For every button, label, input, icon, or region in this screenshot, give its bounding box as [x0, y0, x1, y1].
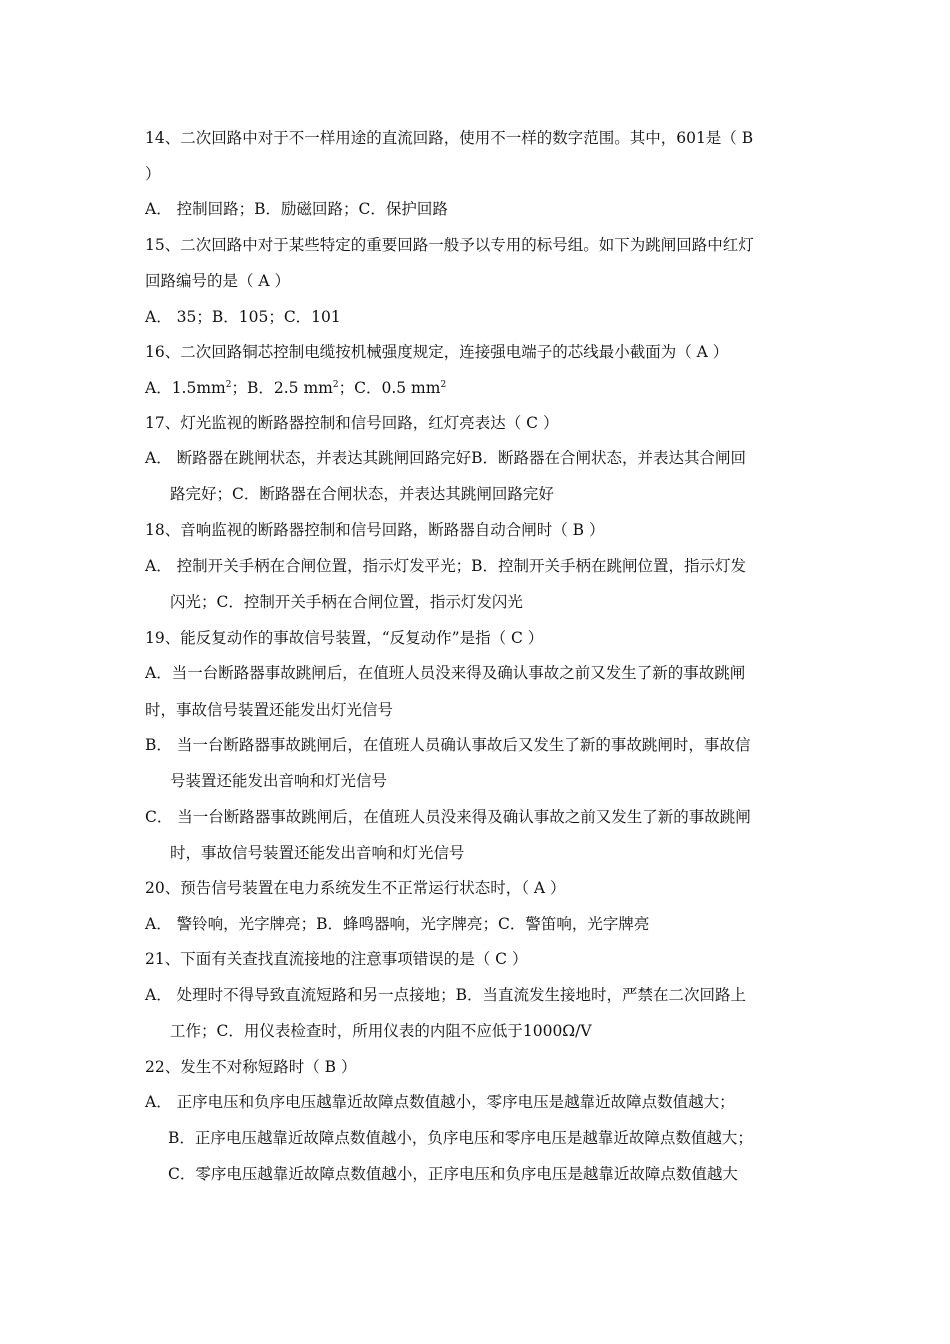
question-14-line-2: ） [145, 165, 161, 183]
q16-option-a-superscript: 2 [225, 380, 232, 390]
q16-option-a: A．1.5mm [145, 379, 226, 397]
question-16-line-1: 16、二次回路铜芯控制电缆按机械强度规定，连接强电端子的芯线最小截面为（ A ） [145, 343, 729, 361]
q16-option-b-superscript: 2 [332, 380, 339, 390]
q16-option-b: ；B．2.5 mm [231, 379, 333, 397]
question-15-options: A． 35；B．105；C．101 [145, 308, 341, 326]
question-20-options: A． 警铃响，光字牌亮；B．蜂鸣器响，光字牌亮；C．警笛响，光字牌亮 [145, 915, 650, 933]
question-17-options-line-2: 路完好；C．断路器在合闸状态，并表达其跳闸回路完好 [170, 485, 554, 503]
q16-option-c-superscript: 2 [440, 380, 447, 390]
question-19-option-a-line-2: 时，事故信号装置还能发出灯光信号 [145, 701, 394, 719]
question-19-option-b-line-2: 号装置还能发出音响和灯光信号 [170, 772, 388, 790]
question-18-line-1: 18、音响监视的断路器控制和信号回路，断路器自动合闸时（ B ） [145, 521, 605, 539]
question-21-line-1: 21、下面有关查找直流接地的注意事项错误的是（ C ） [145, 950, 528, 968]
question-19-option-a-line-1: A．当一台断路器事故跳闸后，在值班人员没来得及确认事故之前又发生了新的事故跳闸 [145, 664, 746, 682]
question-17-line-1: 17、灯光监视的断路器控制和信号回路，红灯亮表达（ C ） [145, 414, 559, 432]
question-21-options-line-1: A． 处理时不得导致直流短路和另一点接地；B．当直流发生接地时，严禁在二次回路上 [145, 986, 747, 1004]
question-20-line-1: 20、预告信号装置在电力系统发生不正常运行状态时，（ A ） [145, 879, 566, 897]
question-15-line-1: 15、二次回路中对于某些特定的重要回路一般予以专用的标号组。如下为跳闸回路中红灯 [145, 236, 754, 254]
question-18-options-line-2: 闪光；C．控制开关手柄在合闸位置，指示灯发闪光 [170, 593, 523, 611]
question-15-line-2: 回路编号的是（ A ） [145, 272, 291, 290]
question-22-line-1: 22、发生不对称短路时（ B ） [145, 1058, 357, 1076]
question-18-options-line-1: A． 控制开关手柄在合闸位置，指示灯发平光；B．控制开关手柄在跳闸位置，指示灯发 [145, 557, 747, 575]
question-19-option-b-line-1: B． 当一台断路器事故跳闸后，在值班人员确认事故后又发生了新的事故跳闸时，事故信 [145, 736, 751, 754]
question-22-option-c: C．零序电压越靠近故障点数值越小，正序电压和负序电压是越靠近故障点数值越大 [168, 1165, 738, 1183]
question-22-option-b: B．正序电压越靠近故障点数值越小，负序电压和零序电压是越靠近故障点数值越大； [168, 1129, 753, 1147]
question-19-option-c-line-1: C． 当一台断路器事故跳闸后，在值班人员没来得及确认事故之前又发生了新的事故跳闸 [145, 808, 751, 826]
question-19-option-c-line-2: 时，事故信号装置还能发出音响和灯光信号 [170, 844, 465, 862]
question-16-options [145, 378, 446, 398]
question-22-option-a: A． 正序电压和负序电压越靠近故障点数值越小，零序电压是越靠近故障点数值越大； [145, 1093, 735, 1111]
question-19-line-1: 19、能反复动作的事故信号装置，“反复动作”是指（ C ） [145, 629, 544, 647]
question-14-line-1: 14、二次回路中对于不一样用途的直流回路，使用不一样的数字范围。其中，601是（ B [145, 129, 754, 147]
q16-option-c: ；C．0.5 mm [338, 379, 441, 397]
question-14-options: A． 控制回路；B．励磁回路；C．保护回路 [145, 200, 448, 218]
question-21-options-line-2: 工作；C．用仪表检查时，所用仪表的内阻不应低于1000Ω/V [170, 1022, 592, 1040]
question-17-options-line-1: A． 断路器在跳闸状态，并表达其跳闸回路完好B．断路器在合闸状态，并表达其合闸回 [145, 449, 747, 467]
